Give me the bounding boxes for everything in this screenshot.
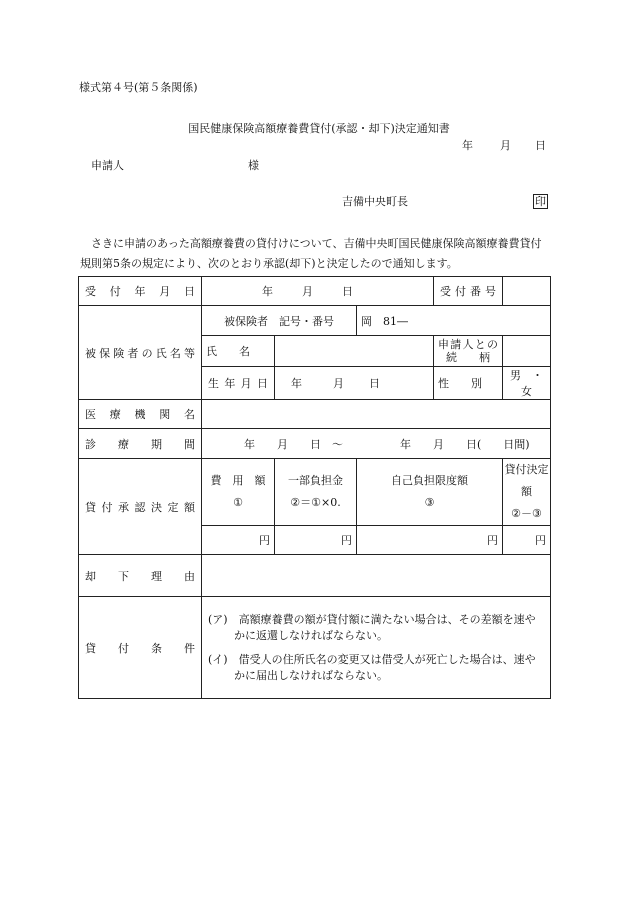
period-value: 年 月 日 ～ 年 月 日( 日間) [202, 429, 551, 459]
rejection-value [202, 555, 551, 597]
name-value [275, 336, 434, 367]
condition-item: (ア) 高額療養費の額が貸付額に満たない場合は、その差額を速やかに返還しなければならない。 [208, 612, 536, 642]
period-row [79, 429, 551, 459]
insured-symbol-row [79, 306, 551, 336]
loan-amount-header: 貸付決定額 ②－③ [503, 459, 551, 526]
reception-number-label: 受付番号 [434, 277, 503, 306]
relation-value [503, 336, 551, 367]
institution-label: 医療機関名 [79, 400, 202, 429]
institution-row [79, 400, 551, 429]
copayment-cell: 円 [275, 526, 357, 555]
issuer-name: 吉備中央町長 [342, 195, 408, 208]
decision-table [78, 276, 554, 699]
self-limit-cell: 円 [357, 526, 503, 555]
applicant-label: 申請人 [91, 159, 124, 172]
cost-amount-header: 費 用 額 ① [202, 459, 275, 526]
sex-label: 性 別 [434, 367, 503, 400]
rejection-row [79, 555, 551, 597]
document-title: 国民健康保険高額療養費貸付(承認・却下)決定通知書 [188, 122, 450, 135]
reception-number-value [503, 277, 551, 306]
reception-date-label: 受付年月日 [79, 277, 202, 306]
condition-item: (イ) 借受人の住所氏名の変更又は借受人が死亡した場合は、速やかに届出しなければならない。 [208, 652, 536, 682]
conditions-label: 貸付条件 [79, 597, 202, 699]
name-label: 氏 名 [202, 336, 275, 367]
document-page: 様式第４号(第５条関係) 国民健康保険高額療養費貸付(承認・却下)決定通知書 年 月 日 申請人 様 吉備中央町長 印 さきに申請のあった高額療養費の貸付けについて、吉備中央町国民健康保険高額療養費貸付規則第5条の規定により、次のとおり承認(却下)と決定したので通知します。 受付年月日 年 月 日 受付番号 被保険者の氏名等 被保険者 記号・番号 岡 81― 氏 名 申請人との 続 柄 生年月日 年 月 日 性 別 男 ・ 女 医療機関名 診療期間 年 月 日 ～ 年 月 日( 日間) 貸付承認決定額 費 用 額 ① 一部負担金 ②＝①×0. 自己負担限度額 ③ 貸付決定額 ②－③ 円 円 円 円 却下理由 貸付条件 (ア) 高額療養費の額が貸付額に満たない場合は、その差額を速やかに返還しなければならない。 (イ) 借受人の住所氏名の変更又は借受人が死亡した場合は、速やかに届出しなければならない。 [0, 0, 630, 903]
rejection-label: 却下理由 [79, 555, 202, 597]
period-label: 診療期間 [79, 429, 202, 459]
self-limit-header: 自己負担限度額 ③ [357, 459, 503, 526]
notice-body: さきに申請のあった高額療養費の貸付けについて、吉備中央町国民健康保険高額療養費貸付規則第5条の規定により、次のとおり承認(却下)と決定したので通知します。 [80, 237, 542, 270]
sex-value: 男 ・ 女 [503, 367, 551, 400]
conditions-list [202, 597, 551, 699]
insured-label: 被保険者の氏名等 [79, 306, 202, 400]
applicant-honorific: 様 [248, 159, 259, 172]
insured-symbol-value: 岡 81― [357, 306, 551, 336]
form-number: 様式第４号(第５条関係) [79, 81, 198, 94]
reception-row [79, 277, 551, 306]
relation-label: 申請人との 続 柄 [434, 336, 503, 367]
loan-amount-cell: 円 [503, 526, 551, 555]
insured-symbol-label: 被保険者 記号・番号 [202, 306, 357, 336]
birthdate-value: 年 月 日 [275, 367, 434, 400]
institution-value [202, 400, 551, 429]
decision-header-row [79, 459, 551, 526]
cost-amount-cell: 円 [202, 526, 275, 555]
copayment-header: 一部負担金 ②＝①×0. [275, 459, 357, 526]
seal-mark: 印 [535, 195, 546, 208]
decision-label: 貸付承認決定額 [79, 459, 202, 555]
birthdate-label: 生年月日 [202, 367, 275, 400]
conditions-row [79, 597, 551, 699]
reception-date-value: 年 月 日 [202, 277, 434, 306]
